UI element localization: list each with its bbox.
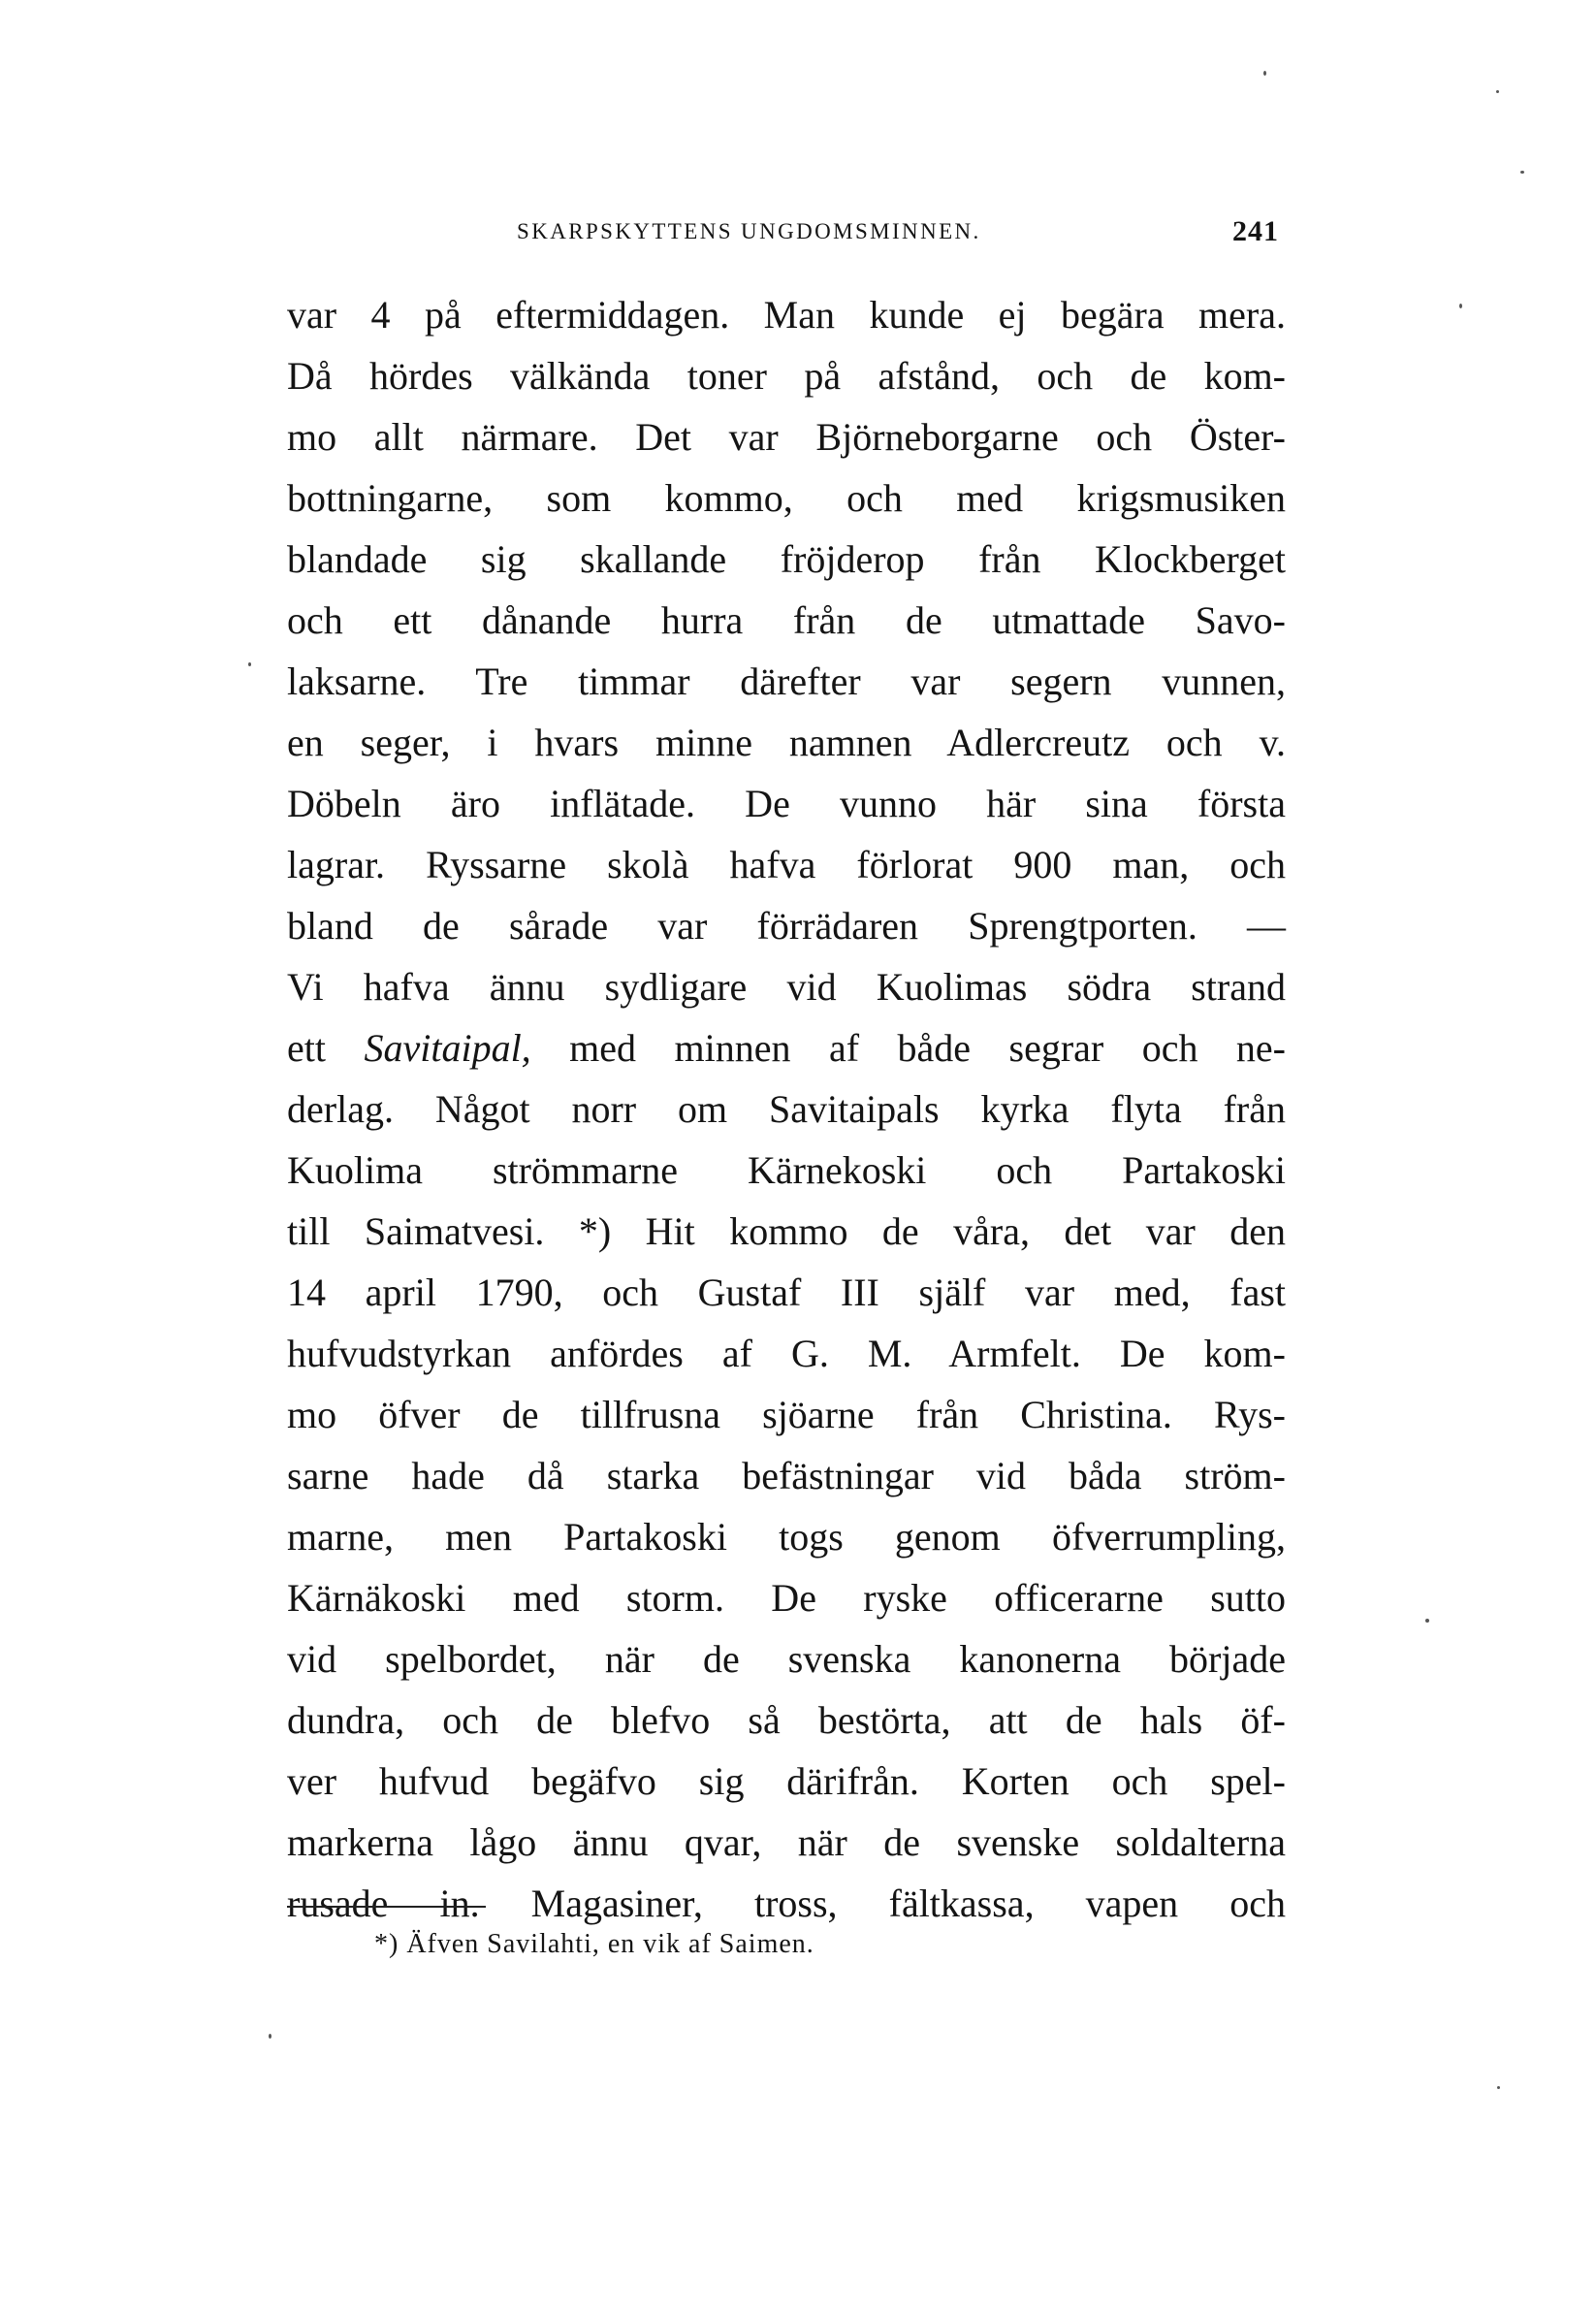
running-head — [517, 215, 1279, 254]
text-line: blandade sig skallande fröjderop från Klockberget — [287, 537, 1286, 581]
text-line: bland de sårade var förrädaren Sprengtporten. — — [287, 904, 1286, 948]
text-line: Kuolima strömmarne Kärnekoski och Partakoski — [287, 1148, 1286, 1192]
scan-speck — [1459, 304, 1462, 308]
running-title: SKARPSKYTTENS UNGDOMSMINNEN. — [517, 219, 981, 243]
text-fragment: ett — [287, 1026, 365, 1070]
text-line: vid spelbordet, när de svenska kanonerna började — [287, 1637, 1286, 1681]
footnote-rule — [287, 1906, 486, 1908]
text-line: derlag. Något norr om Savitaipals kyrka flyta från — [287, 1087, 1286, 1131]
text-line: laksarne. Tre timmar därefter var segern vunnen, — [287, 659, 1286, 703]
text-fragment: med minnen af både segrar och ne- — [530, 1026, 1286, 1070]
text-line: mo allt närmare. Det var Björneborgarne och Öster- — [287, 415, 1286, 459]
text-line: lagrar. Ryssarne skolà hafva förlorat 900 man, och — [287, 843, 1286, 886]
text-line: och ett dånande hurra från de utmattade Savo- — [287, 598, 1286, 642]
scan-speck — [1497, 2086, 1500, 2089]
text-line: dundra, och de blefvo så bestörta, att de hals öf- — [287, 1698, 1286, 1742]
scan-speck — [1496, 90, 1499, 93]
scan-speck — [1520, 171, 1524, 174]
text-line: Kärnäkoski med storm. De ryske officerarne sutto — [287, 1576, 1286, 1620]
text-line: marne, men Partakoski togs genom öfverrumpling, — [287, 1515, 1286, 1559]
scan-speck — [1425, 1619, 1429, 1623]
scan-speck — [269, 2034, 271, 2039]
text-line: mo öfver de tillfrusna sjöarne från Christina. Rys- — [287, 1393, 1286, 1436]
text-line: ver hufvud begäfvo sig därifrån. Korten och spel- — [287, 1759, 1286, 1803]
scan-speck — [1263, 71, 1266, 76]
body-text — [287, 284, 1286, 1934]
text-line: 14 april 1790, och Gustaf III själf var med, fast — [287, 1271, 1286, 1314]
italic-place-name: Savitaipal, — [364, 1026, 531, 1070]
text-line: markerna lågo ännu qvar, när de svenske soldalterna — [287, 1820, 1286, 1864]
text-line: hufvudstyrkan anfördes af G. M. Armfelt. De kom- — [287, 1332, 1286, 1375]
text-line: till Saimatvesi. *) Hit kommo de våra, det var den — [287, 1209, 1286, 1253]
text-line: Vi hafva ännu sydligare vid Kuolimas södra strand — [287, 965, 1286, 1009]
text-line: bottningarne, som kommo, och med krigsmusiken — [287, 476, 1286, 520]
text-line: Döbeln äro inflätade. De vunno här sina första — [287, 782, 1286, 825]
text-line: en seger, i hvars minne namnen Adlercreutz och v. — [287, 721, 1286, 764]
text-line: var 4 på eftermiddagen. Man kunde ej begära mera. — [287, 293, 1286, 337]
text-line-with-italic — [287, 1017, 1286, 1078]
text-line: sarne hade då starka befästningar vid båda ström- — [287, 1454, 1286, 1497]
text-line: rusade in. Magasiner, tross, fältkassa, vapen och — [287, 1882, 1286, 1925]
page-number: 241 — [1232, 215, 1279, 247]
scan-speck — [248, 662, 251, 666]
footnote: *) Äfven Savilahti, en vik af Saimen. — [374, 1929, 814, 1959]
text-line: Då hördes välkända toner på afstånd, och de kom- — [287, 354, 1286, 398]
